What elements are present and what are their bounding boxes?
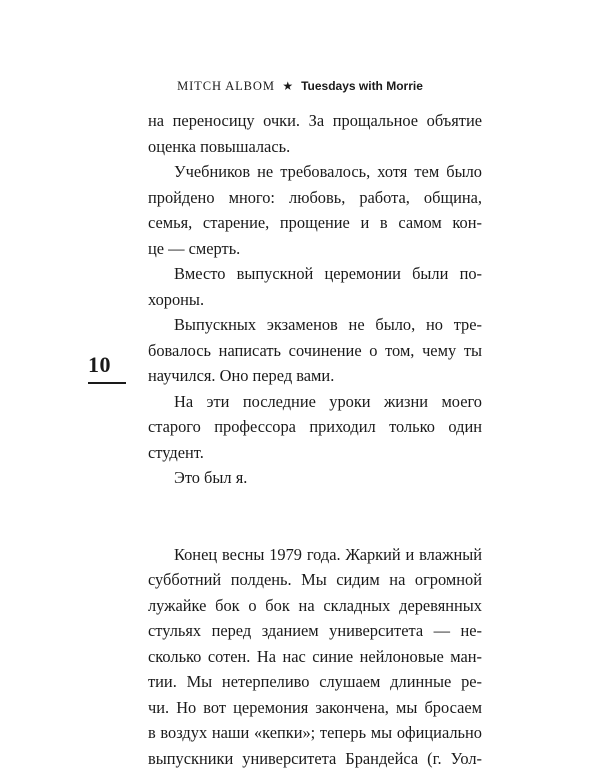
text-line: На эти последние уроки жизни моего xyxy=(148,389,482,415)
text-line: це — смерть. xyxy=(148,236,482,262)
text-line: Выпускных экзаменов не было, но тре- xyxy=(148,312,482,338)
text-line: чи. Но вот церемония закончена, мы бросаем xyxy=(148,695,482,721)
text-line: на переносицу очки. За прощальное объятие xyxy=(148,108,482,134)
text-line: Это был я. xyxy=(148,465,482,491)
text-section-2 xyxy=(148,542,482,771)
text-line: хороны. xyxy=(148,287,482,313)
running-header xyxy=(0,79,600,94)
header-book-title: Tuesdays with Morrie xyxy=(301,79,423,93)
page-number: 10 xyxy=(88,352,126,378)
text-line: оценка повышалась. xyxy=(148,134,482,160)
text-line: Вместо выпускной церемонии были по- xyxy=(148,261,482,287)
text-line: научился. Оно перед вами. xyxy=(148,363,482,389)
body-text xyxy=(148,108,482,771)
text-line: сколько сотен. На нас синие нейлоновые ман- xyxy=(148,644,482,670)
text-line: стульях перед зданием университета — не- xyxy=(148,618,482,644)
text-line: тии. Мы нетерпеливо слушаем длинные ре- xyxy=(148,669,482,695)
text-line: в воздух наши «кепки»; теперь мы официально xyxy=(148,720,482,746)
text-line: студент. xyxy=(148,440,482,466)
text-line: субботний полдень. Мы сидим на огромной xyxy=(148,567,482,593)
text-line: семья, старение, прощение и в самом кон- xyxy=(148,210,482,236)
text-line: старого профессора приходил только один xyxy=(148,414,482,440)
text-line: лужайке бок о бок на складных деревянных xyxy=(148,593,482,619)
text-line: выпускники университета Брандейса (г. Уол- xyxy=(148,746,482,771)
header-author: MITCH ALBOM xyxy=(177,79,275,93)
text-line: Конец весны 1979 года. Жаркий и влажный xyxy=(148,542,482,568)
text-line: бовалось написать сочинение о том, чему ты xyxy=(148,338,482,364)
page-number-marker xyxy=(88,340,126,384)
text-line: Учебников не требовалось, хотя тем было xyxy=(148,159,482,185)
text-line: пройдено много: любовь, работа, община, xyxy=(148,185,482,211)
text-section-1 xyxy=(148,108,482,491)
star-icon: ★ xyxy=(282,79,293,94)
section-break xyxy=(148,491,482,542)
